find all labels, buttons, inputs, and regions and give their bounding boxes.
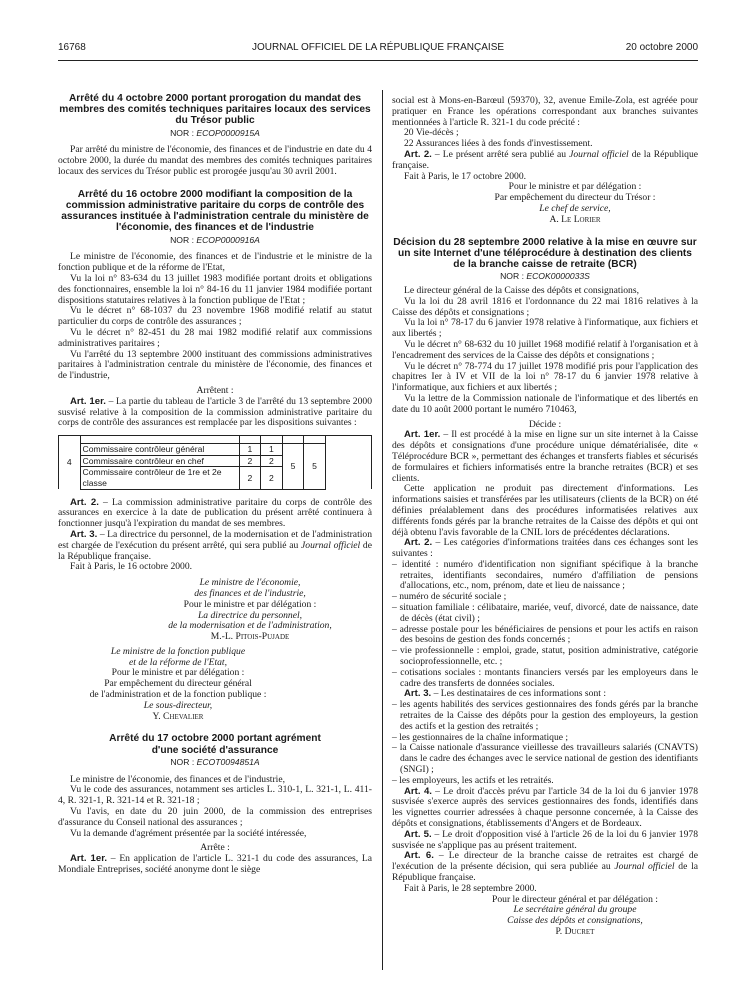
header-rule bbox=[58, 60, 698, 61]
signatory-title: Le sous-directeur, bbox=[143, 699, 213, 711]
paragraph: Vu la loi n° 83-634 du 13 juillet 1983 modifiée portant droits et obligations des fonctionnaires, ensemble la loi n° 84-16 du 11 janvier 1984 modifiée portant dispositions statutaires relatives à la fonction publique de l'Etat ; bbox=[58, 273, 372, 306]
journal-title: JOURNAL OFFICIEL DE LA RÉPUBLIQUE FRANÇAISE bbox=[251, 42, 505, 53]
signature-date: Fait à Paris, le 16 octobre 2000. bbox=[70, 561, 193, 573]
signatory-name: A. Le Lorier bbox=[549, 213, 601, 225]
paragraph: Le directeur général de la Caisse des dépôts et consignations, bbox=[404, 284, 639, 296]
article-3 bbox=[58, 530, 372, 562]
paragraph: social est à Mons-en-Barœul (59370), 32, avenue Emile-Zola, est agréée pour pratiquer en France les opérations correspondant aux branches suivantes mentionnées à l'article R. 321-1 du code précité : bbox=[392, 95, 698, 128]
issue-date: 20 octobre 2000 bbox=[625, 42, 698, 53]
paragraph: Le ministre de l'économie, des finances et de l'industrie, bbox=[70, 773, 285, 785]
paragraph: Vu le décret n° 68-632 du 10 juillet 1968 modifié relatif à l'organisation et à l'encadrement des services de la Caisse des dépôts et consignations ; bbox=[392, 338, 698, 361]
paragraph: Vu l'avis, en date du 20 juin 2000, de la commission des entreprises d'assurance du Conseil national des assurances ; bbox=[58, 806, 372, 828]
signatory-title: Le ministre de la fonction publique bbox=[110, 645, 246, 657]
nor-reference bbox=[392, 271, 698, 282]
paragraph: Cette application ne produit pas directement d'informations. Les informations saisies et transférées par les utilisateurs (clients de la BCR) on été définies préalablement dans des procédures informatisées relatives aux différents fonds gérés par la branche retraites de la Caisse des dépôts et qui ont déjà obtenu l'avis favorable de la CNIL lors de précédentes déclarations. bbox=[392, 483, 698, 538]
nor-code: ECOP0000915A bbox=[196, 127, 260, 138]
list-item: – identité : numéro d'identification non signifiant spécifique à la branche retraites, identifiants secondaires, numéro d'affiliation de pensions d'allocations, etc., nom, prénom, date et lieu de naissance ; bbox=[392, 558, 698, 592]
journal-officiel-ref: Journal officiel bbox=[569, 148, 629, 160]
paragraph: Vu le décret n° 68-1037 du 23 novembre 1968 modifié relatif au statut particulier du corps de contrôle des assurances ; bbox=[58, 305, 372, 328]
article-4 bbox=[392, 787, 698, 830]
article-1 bbox=[392, 430, 698, 484]
nor-code: ECOT0094851A bbox=[196, 756, 260, 767]
paragraph: Vu l'arrêté du 13 septembre 2000 instituant des commissions administratives paritaires à l'administration centrale du ministère de l'économie, des finances et de l'industrie, bbox=[58, 348, 372, 382]
table-cell: 2 bbox=[239, 467, 261, 489]
article-label: Art. 1er. bbox=[70, 395, 106, 407]
list-item: – vie professionnelle : emploi, grade, statut, position administrative, catégorie socioprofessionnelle, etc. ; bbox=[392, 645, 698, 668]
signature-block bbox=[58, 578, 372, 643]
paragraph: Vu le code des assurances, notamment ses articles L. 310-1, L. 321-1, L. 411-4, R. 321-1, R. 321-14 et R. 321-18 ; bbox=[58, 784, 372, 807]
article-5 bbox=[392, 830, 698, 852]
right-column bbox=[392, 96, 698, 938]
article-text: – Les catégories d'informations traitées dans ces échanges sont les suivantes : bbox=[392, 537, 698, 560]
table-cell: Commissaire contrôleur en chef bbox=[80, 455, 239, 467]
nor-reference bbox=[58, 235, 372, 246]
signatory-title: Le secrétaire général du groupe bbox=[513, 904, 637, 916]
decree-3 bbox=[58, 733, 372, 875]
article-text: – Les destinataires de ces informations sont : bbox=[431, 688, 606, 700]
table-cell bbox=[282, 436, 304, 444]
article-label: Art. 2. bbox=[404, 148, 432, 160]
paragraph: Vu la loi du 28 avril 1816 et l'ordonnance du 22 mai 1816 relatives à la Caisse des dépôts et consignations ; bbox=[392, 295, 698, 318]
article-text: – En application de l'article L. 321-1 du code des assurances, La Mondiale Entreprises, société anonyme dont le siège bbox=[58, 853, 372, 876]
left-column bbox=[58, 93, 372, 876]
signatory-title: de la modernisation et de l'administration, bbox=[168, 620, 332, 632]
signatory-name: Y. Chevalier bbox=[152, 710, 204, 722]
article-text: – La partie du tableau de l'article 3 de l'arrêté du 13 septembre 2000 susvisé relative à la composition de la commission administrative paritaire du corps de contrôle des assurances est remplacée par les dispositions suivantes : bbox=[58, 395, 372, 429]
article-1 bbox=[58, 854, 372, 876]
article-text: – La commission administrative paritaire du corps de contrôle des assurances en exercice à la date de publication du présent arrêté continuera à fonctionner jusqu'à l'expiration du mandat de ses membres. bbox=[58, 496, 372, 530]
list-item: – les employeurs, les actifs et les retraités. bbox=[392, 774, 554, 786]
paragraph: Vu la loi n° 78-17 du 6 janvier 1978 relative à l'informatique, aux fichiers et aux libertés ; bbox=[392, 317, 698, 340]
decree-title: Arrêté du 17 octobre 2000 portant agrément d'une société d'assurance bbox=[109, 733, 321, 756]
article-label: Art. 4. bbox=[404, 785, 432, 797]
article-text: – Le présent arrêté sera publié au bbox=[431, 148, 570, 160]
table-cell: 1 bbox=[239, 444, 261, 456]
table-cell: 5 bbox=[304, 444, 326, 489]
signatory-line: Par empêchement du directeur du Trésor : bbox=[494, 192, 656, 204]
article-text: de la République française. bbox=[58, 539, 372, 562]
journal-officiel-ref: Journal officiel bbox=[614, 861, 675, 873]
table-cell: 4 bbox=[59, 436, 81, 489]
signatory-line: Pour le ministre et par délégation : bbox=[183, 598, 317, 610]
article-2 bbox=[392, 538, 698, 560]
nor-code: ECOP0000916A bbox=[196, 234, 260, 245]
article-1 bbox=[58, 397, 372, 429]
paragraph: Vu le décret n° 78-774 du 17 juillet 1978 modifié pris pour l'application des chapitres Ier à IV et VII de la loi n° 78-17 du 6 janvier 1978 relative à l'informatique, aux fichiers et aux libertés ; bbox=[392, 360, 698, 394]
table-cell bbox=[261, 436, 283, 444]
arrete-heading: Arrête : bbox=[200, 842, 230, 854]
table-cell: 5 bbox=[282, 444, 304, 489]
paragraph: Vu la demande d'agrément présentée par la société intéressée, bbox=[70, 827, 307, 839]
decree-3-continued bbox=[392, 96, 698, 226]
table-cell bbox=[80, 436, 239, 444]
list-item: – les agents habilités des services gestionnaires des fonds gérés par la branche retraites de la Caisse des dépôts pour la gestion des employeurs, la gestion des actifs et la gestion des retraités ; bbox=[392, 699, 698, 732]
signature-block bbox=[58, 647, 298, 723]
signatory-title: Le ministre de l'économie, bbox=[199, 577, 301, 589]
paragraph: Par arrêté du ministre de l'économie, des finances et de l'industrie en date du 4 octobre 2000, la durée du mandat des membres des comités techniques paritaires locaux des services du Trésor public est prorogée jusqu'au 30 avril 2001. bbox=[58, 144, 372, 177]
composition-table bbox=[58, 435, 372, 489]
article-label: Art. 3. bbox=[70, 528, 98, 540]
decree-1 bbox=[58, 93, 372, 178]
list-item: – situation familiale : célibataire, mariée, veuf, divorcé, date de naissance, date de décès (état civil) ; bbox=[392, 602, 698, 624]
branch-item: 22 Assurances liées à des fonds d'investissement. bbox=[404, 138, 593, 150]
signature-block bbox=[392, 182, 698, 225]
article-label: Art. 2. bbox=[70, 496, 99, 508]
article-label: Art. 2. bbox=[404, 537, 433, 549]
decision-4 bbox=[392, 237, 698, 938]
article-label: Art. 3. bbox=[404, 688, 432, 700]
article-2 bbox=[392, 150, 698, 172]
signatory-title: Caisse des dépôts et consignations, bbox=[507, 915, 643, 927]
article-text: – Il est procédé à la mise en ligne sur un site internet à la Caisse des dépôts et consignations d'une procédure unique dématérialisée, dite « Téléprocédure BCR », permettant des échanges et transferts fiables et sécurisés de formulaires et fichiers informatisés entre la branche retraites (BCR) et ses clients. bbox=[392, 429, 699, 484]
decide-heading: Décide : bbox=[528, 418, 562, 430]
table-cell: 1 bbox=[261, 444, 283, 456]
article-2 bbox=[58, 498, 372, 530]
arretent-heading: Arrêtent : bbox=[196, 384, 234, 396]
table-cell bbox=[325, 436, 371, 489]
page-header bbox=[58, 42, 698, 58]
article-text: – Le directeur de la branche caisse de retraites est chargé de l'exécution de la présente décision, qui sera publiée au bbox=[392, 850, 698, 873]
table-cell: Commissaire contrôleur de 1re et 2e classe bbox=[80, 467, 239, 489]
article-text: de la République française. bbox=[392, 148, 698, 171]
signatory-title: Le chef de service, bbox=[539, 202, 611, 214]
table-cell: 2 bbox=[239, 455, 261, 467]
table-cell: 2 bbox=[261, 467, 283, 489]
article-6 bbox=[392, 851, 698, 883]
signatory-line: Par empêchement du directeur général bbox=[104, 678, 252, 690]
table-cell: 2 bbox=[261, 455, 283, 467]
nor-label: NOR : bbox=[170, 756, 197, 767]
paragraph: Vu le décret n° 82-451 du 28 mai 1982 modifié relatif aux commissions administratives paritaires ; bbox=[58, 326, 372, 349]
nor-label: NOR : bbox=[170, 127, 197, 138]
article-text: – Le droit d'accès prévu par l'article 34 de la loi du 6 janvier 1978 susvisée s'exerce auprès des services gestionnaires des fonds, identifiés dans les vignettes courrier adressées à chaque personne concernée, à la Caisse des dépôts et consignations, établissements d'Angers et de Bordeaux. bbox=[392, 785, 698, 830]
article-text: – Le droit d'opposition visé à l'article 26 de la loi du 6 janvier 1978 susvisée ne s'applique pas au présent traitement. bbox=[392, 828, 698, 851]
article-label: Art. 5. bbox=[404, 828, 432, 840]
table-cell bbox=[304, 436, 326, 444]
list-item: – la Caisse nationale d'assurance vieillesse des travailleurs salariés (CNAVTS) dans le cadre des échanges avec le service national de gestion des identifiants (SNGI) ; bbox=[392, 742, 698, 776]
article-label: Art. 6. bbox=[404, 850, 434, 862]
signatory-name: M.-L. Pitois-Pujade bbox=[210, 631, 290, 643]
decree-title: Arrêté du 4 octobre 2000 portant prorogation du mandat des membres des comités techniques paritaires locaux des services du Trésor public bbox=[59, 93, 371, 127]
decree-title: Arrêté du 16 octobre 2000 modifiant la composition de la commission administrative paritaire du corps de contrôle des assurances instituée à l'administration centrale du ministère de l'économie, des finances et de l'industrie bbox=[61, 188, 369, 234]
nor-reference bbox=[58, 128, 372, 139]
table-cell: Commissaire contrôleur général bbox=[80, 444, 239, 456]
table-cell bbox=[239, 436, 261, 444]
signatory-line: Pour le ministre et par délégation : bbox=[111, 667, 245, 679]
signatory-line: Pour le directeur général et par délégation : bbox=[492, 893, 658, 905]
decree-2 bbox=[58, 189, 372, 723]
article-label: Art. 1er. bbox=[404, 429, 441, 441]
list-item: – les gestionnaires de la chaîne informatique ; bbox=[392, 731, 569, 743]
paragraph: Le ministre de l'économie, des finances et de l'industrie et le ministre de la fonction publique et de la réforme de l'Etat, bbox=[58, 251, 372, 274]
page-number: 16768 bbox=[58, 42, 86, 53]
article-text: – La directrice du personnel, de la modernisation et de l'administration est chargée de l'exécution du présent arrêté, qui sera publié au bbox=[58, 528, 372, 551]
signatory-line: de l'administration et de la fonction publique : bbox=[89, 689, 267, 701]
nor-code: ECOK0000033S bbox=[526, 271, 590, 282]
list-item: – adresse postale pour les bénéficiaires de pensions et pour les actifs en raison des besoins de gestion des fonds concernés ; bbox=[392, 623, 698, 646]
column-divider bbox=[382, 90, 383, 970]
nor-label: NOR : bbox=[500, 271, 527, 282]
signatory-line: Pour le ministre et par délégation : bbox=[508, 181, 642, 193]
signatory-name: P. Ducret bbox=[555, 925, 595, 937]
signature-date: Fait à Paris, le 28 septembre 2000. bbox=[404, 882, 537, 894]
journal-officiel-ref: Journal officiel bbox=[301, 539, 361, 551]
nor-label: NOR : bbox=[170, 234, 197, 245]
branch-item: 20 Vie-décès ; bbox=[404, 127, 459, 139]
signatory-title: La directrice du personnel, bbox=[197, 609, 303, 621]
signature-block bbox=[392, 895, 698, 938]
decree-title: Décision du 28 septembre 2000 relative à la mise en œuvre sur un site Internet d'une téléprocédure à destination des clients de la branche caisse de retraite (BCR) bbox=[393, 236, 697, 270]
nor-reference bbox=[58, 757, 372, 768]
list-item: – numéro de sécurité sociale ; bbox=[392, 591, 507, 603]
list-item: – cotisations sociales : montants financiers versés par les employeurs dans le cadre des transferts de données sociales. bbox=[392, 666, 698, 689]
paragraph: Vu la lettre de la Commission nationale de l'informatique et des libertés en date du 10 août 2000 portant le numéro 710463, bbox=[392, 392, 698, 415]
signature-date: Fait à Paris, le 17 octobre 2000. bbox=[404, 170, 527, 182]
signatory-title: des finances et de l'industrie, bbox=[194, 587, 306, 599]
signatory-title: et de la réforme de l'Etat, bbox=[129, 656, 227, 668]
article-label: Art. 1er. bbox=[70, 853, 108, 865]
article-text: de la République française. bbox=[392, 861, 698, 883]
